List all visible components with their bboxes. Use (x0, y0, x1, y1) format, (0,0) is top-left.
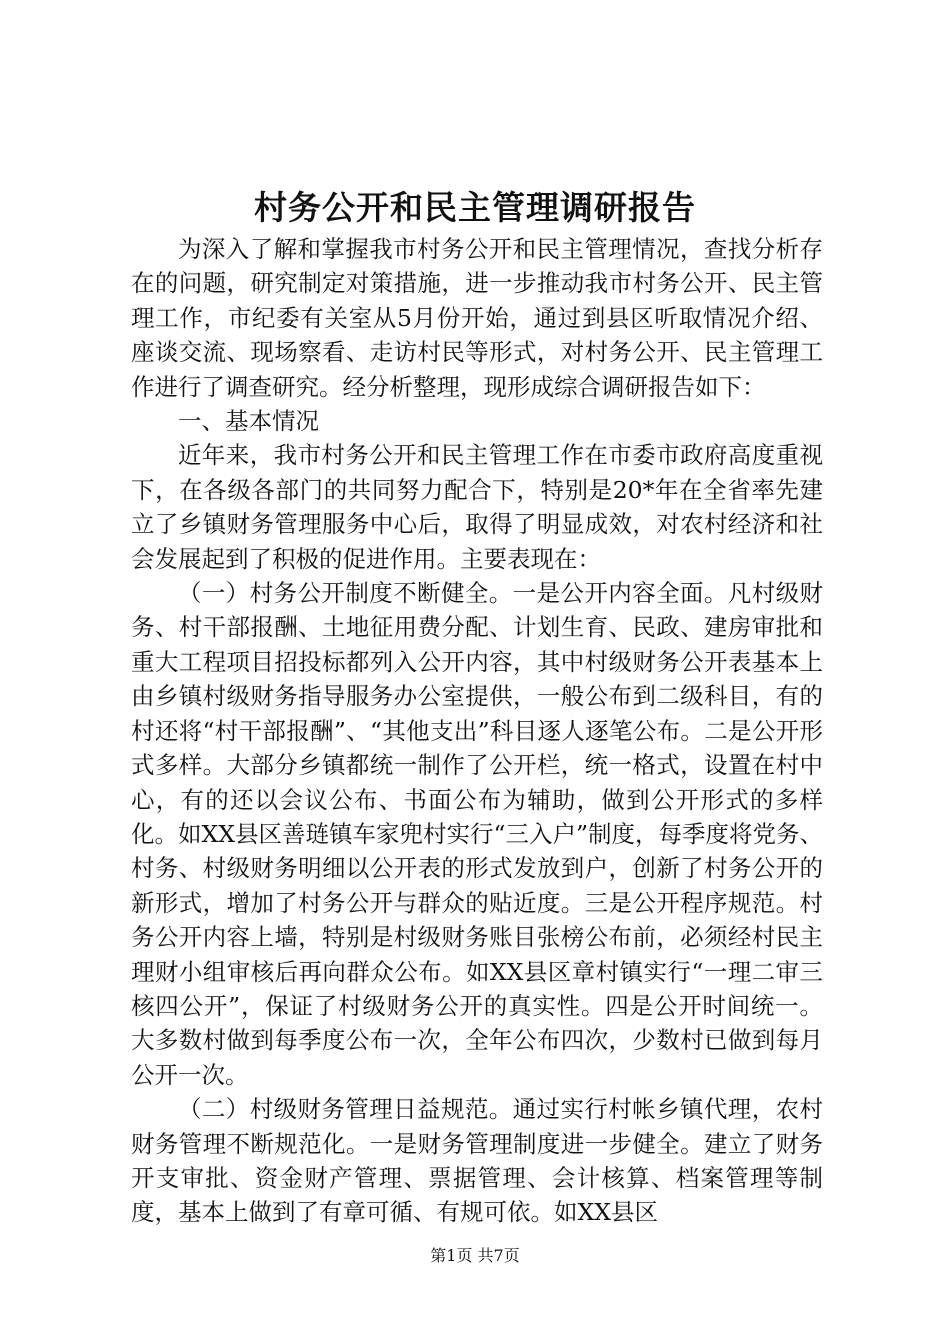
subsection-village-affairs-paragraph: （一）村务公开制度不断健全。一是公开内容全面。凡村级财务、村干部报酬、土地征用费分配、计划生育、民政、建房审批和重大工程项目招投标都列入公开内容，其中村级财务公开表基本上由乡镇村级财务指导服务办公室提供，一般公布到二级科目，有的村还将“村干部报酬”、“其他支出”科目逐人逐笔公布。二是公开形式多样。大部分乡镇都统一制作了公开栏，统一格式，设置在村中心，有的还以会议公布、书面公布为辅助，做到公开形式的多样化。如XX县区善琏镇车家兜村实行“三入户”制度，每季度将党务、村务、村级财务明细以公开表的形式发放到户，创新了村务公开的新形式，增加了村务公开与群众的贴近度。三是公开程序规范。村务公开内容上墙，特别是村级财务账目张榜公布前，必须经村民主理财小组审核后再向群众公布。如XX县区章村镇实行“一理二审三核四公开”，保证了村级财务公开的真实性。四是公开时间统一。大多数村做到每季度公布一次，全年公布四次，少数村已做到每月公开一次。 (131, 579, 823, 1089)
overview-paragraph: 近年来，我市村务公开和民主管理工作在市委市政府高度重视下，在各级各部门的共同努力配合下，特别是20*年在全省率先建立了乡镇财务管理服务中心后，取得了明显成效，对农村经济和社会发展起到了积极的促进作用。主要表现在： (131, 441, 823, 573)
section-heading-basic-situation: 一、基本情况 (178, 407, 319, 436)
document-title: 村务公开和民主管理调研报告 (254, 188, 696, 227)
page-indicator: 第1页 共7页 (430, 1246, 520, 1265)
document-body (131, 232, 823, 1230)
intro-paragraph: 为深入了解和掌握我市村务公开和民主管理情况，查找分析存在的问题，研究制定对策措施，进一步推动我市村务公开、民主管理工作，市纪委有关室从5月份开始，通过到县区听取情况介绍、座谈交流、现场察看、走访村民等形式，对村务公开、民主管理工作进行了调查研究。经分析整理，现形成综合调研报告如下： (131, 235, 823, 401)
subsection-finance-management-paragraph: （二）村级财务管理日益规范。通过实行村帐乡镇代理，农村财务管理不断规范化。一是财务管理制度进一步健全。建立了财务开支审批、资金财产管理、票据管理、会计核算、档案管理等制度，基本上做到了有章可循、有规可依。如XX县区 (131, 1095, 823, 1227)
